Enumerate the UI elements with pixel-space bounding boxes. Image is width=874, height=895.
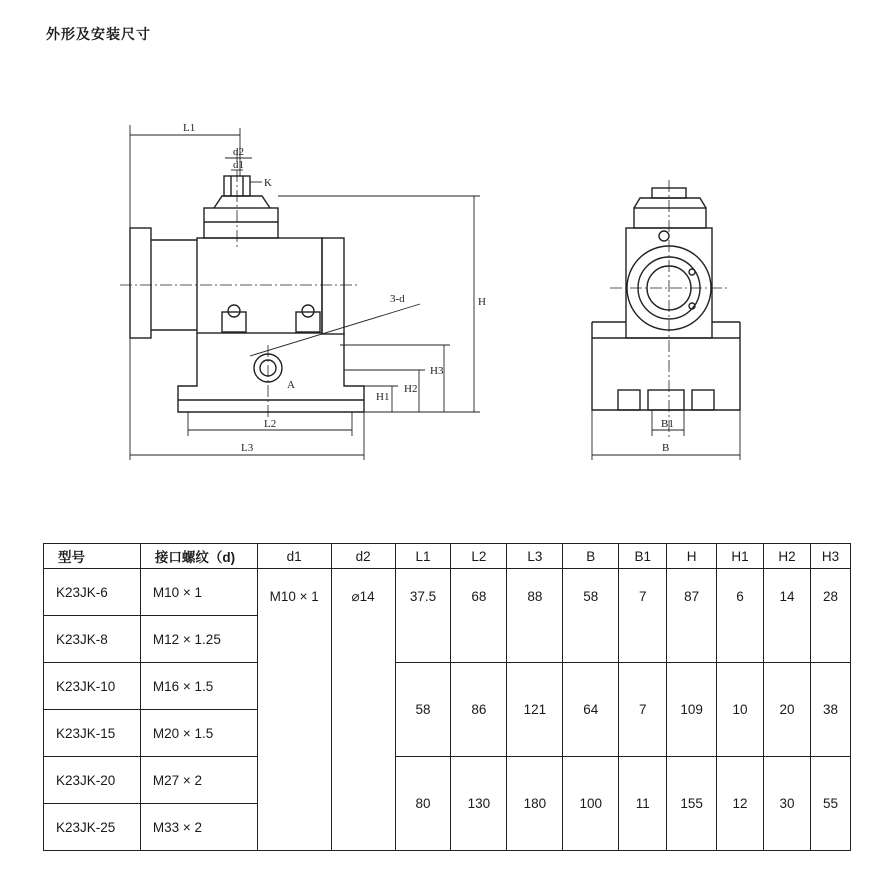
cell-thread: M16 × 1.5 (140, 663, 257, 710)
table-row (44, 663, 851, 710)
cell-B: 100 (563, 757, 619, 851)
cell-H2: 20 (764, 663, 811, 757)
cell-d2: ⌀14 (331, 569, 395, 851)
cell-B1: 7 (619, 663, 667, 757)
spec-table (43, 543, 851, 851)
header-thread: 接口螺纹（d) (140, 544, 257, 569)
label-H1: H1 (376, 391, 390, 403)
cell-H1: 6 (717, 569, 764, 663)
front-view (130, 176, 364, 412)
cell-L2: 130 (451, 757, 507, 851)
header-B1: B1 (619, 544, 667, 569)
cell-H: 109 (667, 663, 717, 757)
label-d1: d1 (233, 159, 244, 171)
table-row (44, 569, 851, 616)
cell-H2: 30 (764, 757, 811, 851)
label-B1: B1 (661, 418, 674, 430)
label-d2: d2 (233, 146, 244, 158)
label-H: H (478, 296, 486, 308)
table-row (44, 757, 851, 804)
cell-L3: 121 (507, 663, 563, 757)
cell-L2: 68 (451, 569, 507, 663)
cell-thread: M33 × 2 (140, 804, 257, 851)
cell-thread: M27 × 2 (140, 757, 257, 804)
label-H3: H3 (430, 365, 444, 377)
label-H2: H2 (404, 383, 418, 395)
header-d2: d2 (331, 544, 395, 569)
label-A: A (287, 379, 295, 391)
cell-H1: 12 (717, 757, 764, 851)
cell-L3: 88 (507, 569, 563, 663)
cell-L1: 80 (395, 757, 451, 851)
cell-L3: 180 (507, 757, 563, 851)
cell-B: 64 (563, 663, 619, 757)
cell-H: 155 (667, 757, 717, 851)
header-L3: L3 (507, 544, 563, 569)
header-d1: d1 (257, 544, 331, 569)
cell-L2: 86 (451, 663, 507, 757)
label-L2: L2 (264, 418, 277, 430)
cell-model: K23JK-20 (44, 757, 141, 804)
label-L3: L3 (241, 442, 254, 454)
header-H3: H3 (810, 544, 850, 569)
label-3d: 3-d (390, 293, 405, 305)
cell-model: K23JK-6 (44, 569, 141, 616)
cell-thread: M12 × 1.25 (140, 616, 257, 663)
page-title: 外形及安装尺寸 (46, 27, 151, 43)
header-H1: H1 (717, 544, 764, 569)
cell-model: K23JK-8 (44, 616, 141, 663)
header-model: 型号 (44, 544, 141, 569)
cell-B1: 7 (619, 569, 667, 663)
header-B: B (563, 544, 619, 569)
cell-B: 58 (563, 569, 619, 663)
cell-H2: 14 (764, 569, 811, 663)
cell-H1: 10 (717, 663, 764, 757)
label-B: B (662, 442, 670, 454)
side-view (592, 188, 740, 410)
cell-thread: M10 × 1 (140, 569, 257, 616)
header-H2: H2 (764, 544, 811, 569)
cell-H: 87 (667, 569, 717, 663)
label-K: K (264, 177, 272, 189)
cell-model: K23JK-15 (44, 710, 141, 757)
header-row (44, 544, 851, 569)
label-L1: L1 (183, 122, 196, 134)
cell-H3: 28 (810, 569, 850, 663)
cell-B1: 11 (619, 757, 667, 851)
header-L2: L2 (451, 544, 507, 569)
cell-H3: 55 (810, 757, 850, 851)
cell-d1: M10 × 1 (257, 569, 331, 851)
cell-L1: 58 (395, 663, 451, 757)
cell-model: K23JK-25 (44, 804, 141, 851)
cell-model: K23JK-10 (44, 663, 141, 710)
cell-L1: 37.5 (395, 569, 451, 663)
cell-thread: M20 × 1.5 (140, 710, 257, 757)
header-L1: L1 (395, 544, 451, 569)
header-H: H (667, 544, 717, 569)
cell-H3: 38 (810, 663, 850, 757)
